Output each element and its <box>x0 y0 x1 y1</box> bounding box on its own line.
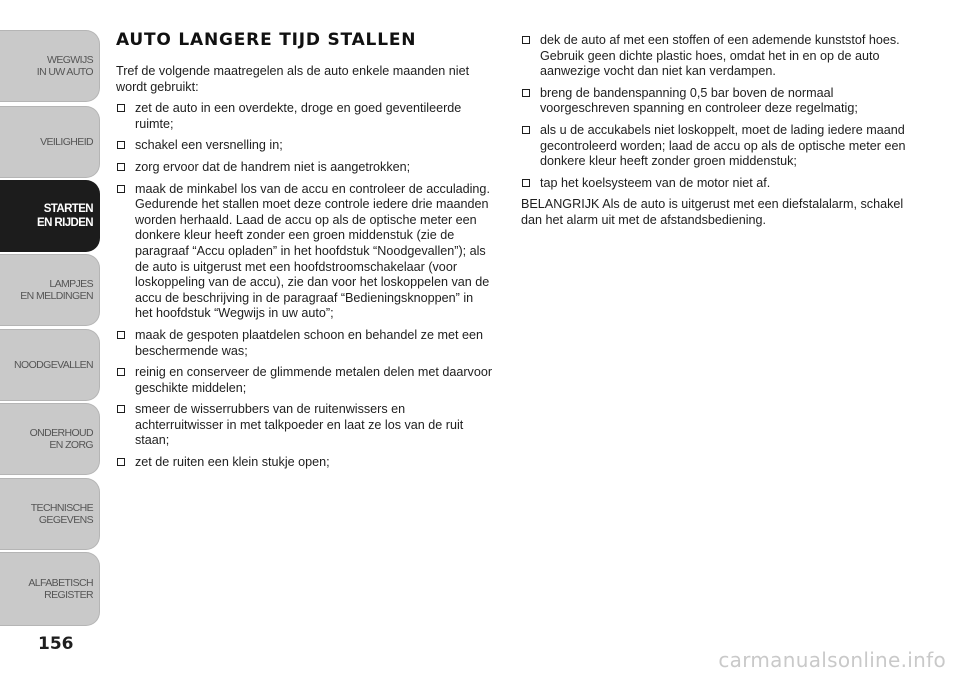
list-item <box>521 123 911 170</box>
list-item-text: als u de accukabels niet loskoppelt, moet de lading iedere maand gecontroleerd worden; laad de accu op als de optische meter een donkere kleur heeft zonder groen middenstuk; <box>540 122 906 169</box>
list-item-text: smeer de wisserrubbers van de ruitenwissers en achterruitwisser in met talkpoeder en laat ze los van de ruit staan; <box>135 402 464 448</box>
tab-label: STARTEN EN RIJDEN <box>37 203 93 229</box>
list-item <box>116 160 494 176</box>
page-number: 156 <box>38 634 74 654</box>
tab-technische-gegevens[interactable] <box>0 478 100 550</box>
left-checklist <box>116 101 494 470</box>
tab-label: ALFABETISCH REGISTER <box>28 577 93 601</box>
list-item <box>116 101 494 132</box>
list-item-text: tap het koelsysteem van de motor niet af. <box>540 175 771 190</box>
tab-lampjes[interactable] <box>0 254 100 326</box>
important-note: BELANGRIJK Als de auto is uitgerust met een diefstalalarm, schakel dan het alarm uit met de afstandsbediening. <box>521 197 904 227</box>
list-item <box>521 33 911 80</box>
list-item-text: zorg ervoor dat de handrem niet is aangetrokken; <box>135 159 411 174</box>
chapter-sidebar <box>0 0 101 678</box>
list-item-text: maak de minkabel los van de accu en controleer de acculading. Gedurende het stallen moet deze controle iedere drie maanden worden herhaald. Laad de accu op als de optische meter een donkere kleur heeft zonder een groen middenstuk (zie de paragraaf “Accu opladen” in het hoofdstuk “Noodgevallen”); als de auto is uitgerust met een hoofdstroomschakelaar (voor loskoppeling van de accu), zie dan voor het loskoppelen van de accu de beschrijving in de paragraaf “Bedieningsknoppen” in het hoofdstuk “Wegwijs in uw auto”; <box>135 181 490 321</box>
list-item <box>521 176 911 192</box>
list-item-text: reinig en conserveer de glimmende metalen delen met daarvoor geschikte middelen; <box>135 365 493 395</box>
tab-starten-en-rijden[interactable] <box>0 180 100 252</box>
list-item-text: zet de auto in een overdekte, droge en goed geventileerde ruimte; <box>135 101 462 131</box>
tab-label: VEILIGHEID <box>40 136 93 148</box>
right-column <box>521 33 911 235</box>
checkbox-bullet-icon <box>117 458 125 466</box>
list-item <box>116 365 494 396</box>
tab-label: WEGWIJS IN UW AUTO <box>36 54 93 78</box>
tab-wegwijs[interactable] <box>0 30 100 102</box>
list-item <box>116 402 494 449</box>
checkbox-bullet-icon <box>117 185 125 193</box>
tab-label: TECHNISCHE GEGEVENS <box>30 502 93 526</box>
left-column <box>116 30 494 477</box>
right-checklist <box>521 33 911 191</box>
list-item <box>116 182 494 322</box>
list-item <box>116 328 494 359</box>
tab-noodgevallen[interactable] <box>0 329 100 401</box>
list-item <box>116 455 494 471</box>
list-item-text: dek de auto af met een stoffen of een ademende kunststof hoes. Gebruik geen dichte plastic hoes, omdat het in en op de auto aanwezige vocht dan niet kan verdampen. <box>540 33 900 79</box>
checkbox-bullet-icon <box>522 179 530 187</box>
tab-label: ONDERHOUD EN ZORG <box>29 427 93 451</box>
list-item-text: maak de gespoten plaatdelen schoon en behandel ze met een beschermende was; <box>135 327 483 358</box>
list-item-text: zet de ruiten een klein stukje open; <box>135 455 330 470</box>
checkbox-bullet-icon <box>117 368 125 376</box>
list-item <box>521 86 911 117</box>
checkbox-bullet-icon <box>117 104 125 112</box>
checkbox-bullet-icon <box>117 163 125 171</box>
tab-label: LAMPJES EN MELDINGEN <box>20 278 93 302</box>
list-item-text: breng de bandenspanning 0,5 bar boven de normaal voorgeschreven spanning en controleer deze regelmatig; <box>540 85 858 116</box>
tab-onderhoud[interactable] <box>0 403 100 475</box>
list-item <box>116 138 494 154</box>
intro-paragraph: Tref de volgende maatregelen als de auto enkele maanden niet wordt gebruikt: <box>116 64 470 94</box>
tab-label: NOODGEVALLEN <box>14 359 93 371</box>
checkbox-bullet-icon <box>522 126 530 134</box>
tab-veiligheid[interactable] <box>0 106 100 178</box>
checkbox-bullet-icon <box>522 36 530 44</box>
watermark: carmanualsonline.info <box>718 648 946 672</box>
checkbox-bullet-icon <box>522 89 530 97</box>
tab-alfabetisch-register[interactable] <box>0 552 100 626</box>
checkbox-bullet-icon <box>117 405 125 413</box>
section-title: AUTO LANGERE TIJD STALLEN <box>116 30 417 50</box>
checkbox-bullet-icon <box>117 141 125 149</box>
checkbox-bullet-icon <box>117 331 125 339</box>
list-item-text: schakel een versnelling in; <box>135 138 283 153</box>
